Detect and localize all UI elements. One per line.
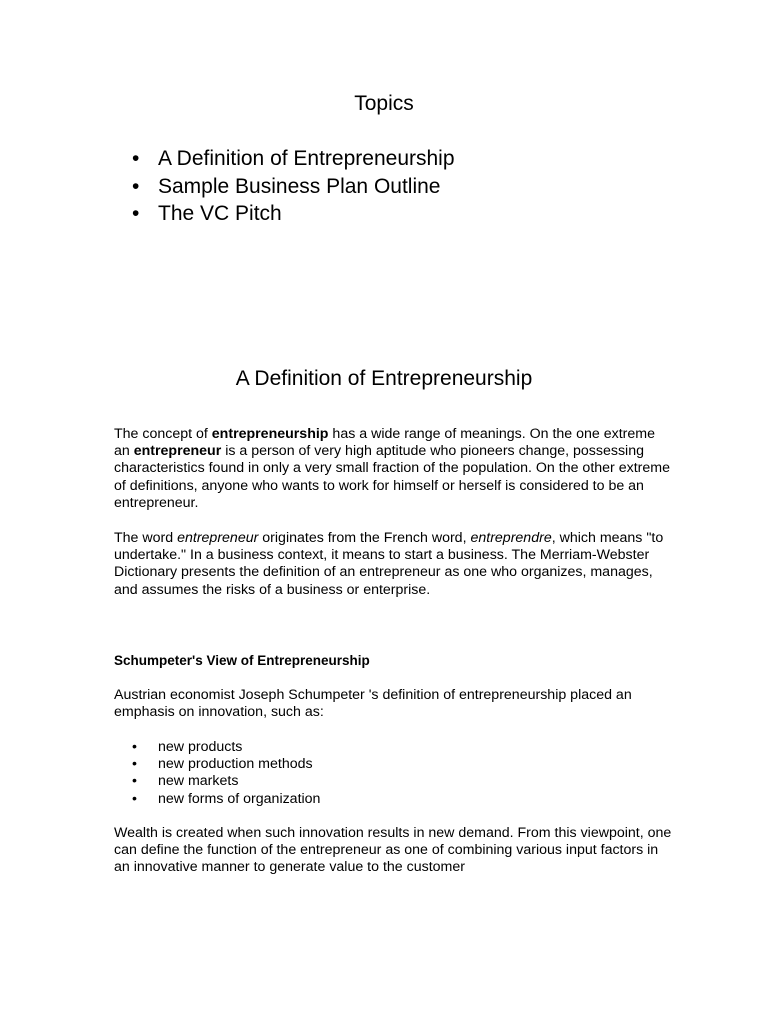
innovation-item-label: new products (158, 739, 243, 755)
bold-term: entrepreneur (133, 443, 222, 460)
list-item (132, 145, 455, 173)
innovation-list (132, 739, 320, 808)
topics-list (132, 145, 455, 228)
bullet-icon: • (132, 756, 137, 773)
paragraph-text: is a person of very high aptitude who pioneers change, possessing characteristics found in only a very small fraction of the population. On the other extreme of definitions, anyone who wants to work for himself or herself is considered to be an entrepreneur. (114, 443, 670, 511)
paragraph-etymology (114, 530, 674, 599)
list-item (132, 756, 320, 773)
innovation-item-label: new forms of organization (158, 790, 321, 807)
paragraph-schumpeter-intro (114, 687, 674, 721)
paragraph-text: Austrian economist Joseph Schumpeter 's definition of entrepreneurship placed an emphasis on innovation, such as: (114, 687, 632, 721)
innovation-item-label: new production methods (158, 756, 313, 773)
paragraph-wealth (114, 825, 674, 877)
paragraph-text: Wealth is created when such innovation results in new demand. From this viewpoint, one can define the function of the entrepreneur as one of combining various input factors in an innovative manner to generate value to the customer (114, 825, 672, 876)
paragraph-text: The word (114, 530, 178, 546)
italic-term: entrepreneur (177, 530, 259, 546)
topics-title: Topics (354, 92, 414, 115)
bullet-icon: • (132, 174, 140, 198)
schumpeter-heading: Schumpeter's View of Entrepreneurship (114, 653, 370, 668)
list-item (132, 173, 455, 201)
bullet-icon: • (132, 147, 140, 170)
bullet-icon: • (132, 790, 137, 807)
topic-item-label: Sample Business Plan Outline (158, 174, 441, 198)
topic-item-label: The VC Pitch (158, 202, 282, 225)
bullet-icon: • (132, 773, 137, 790)
paragraph-text: originates from the French word, (258, 530, 471, 546)
innovation-item-label: new markets (158, 773, 239, 790)
paragraph-concept (114, 426, 674, 512)
topic-item-label: A Definition of Entrepreneurship (158, 147, 455, 170)
italic-term: entreprendre (470, 530, 552, 546)
list-item (132, 791, 320, 808)
list-item (132, 200, 455, 228)
paragraph-text: has a wide range of meanings. On the one extreme an (114, 426, 655, 460)
bullet-icon: • (132, 739, 137, 755)
list-item (132, 773, 320, 790)
paragraph-text: , which means "to undertake." In a business context, it means to start a business. The Merriam-Webster Dictionary presents the definition of an entrepreneur as one who organizes, manages, and assumes the risks of a business or enterprise. (114, 530, 664, 598)
bullet-icon: • (132, 202, 140, 225)
paragraph-text: The concept of (114, 426, 212, 442)
list-item (132, 739, 320, 756)
bold-term: entrepreneurship (211, 426, 329, 442)
section-title: A Definition of Entrepreneurship (235, 367, 533, 390)
